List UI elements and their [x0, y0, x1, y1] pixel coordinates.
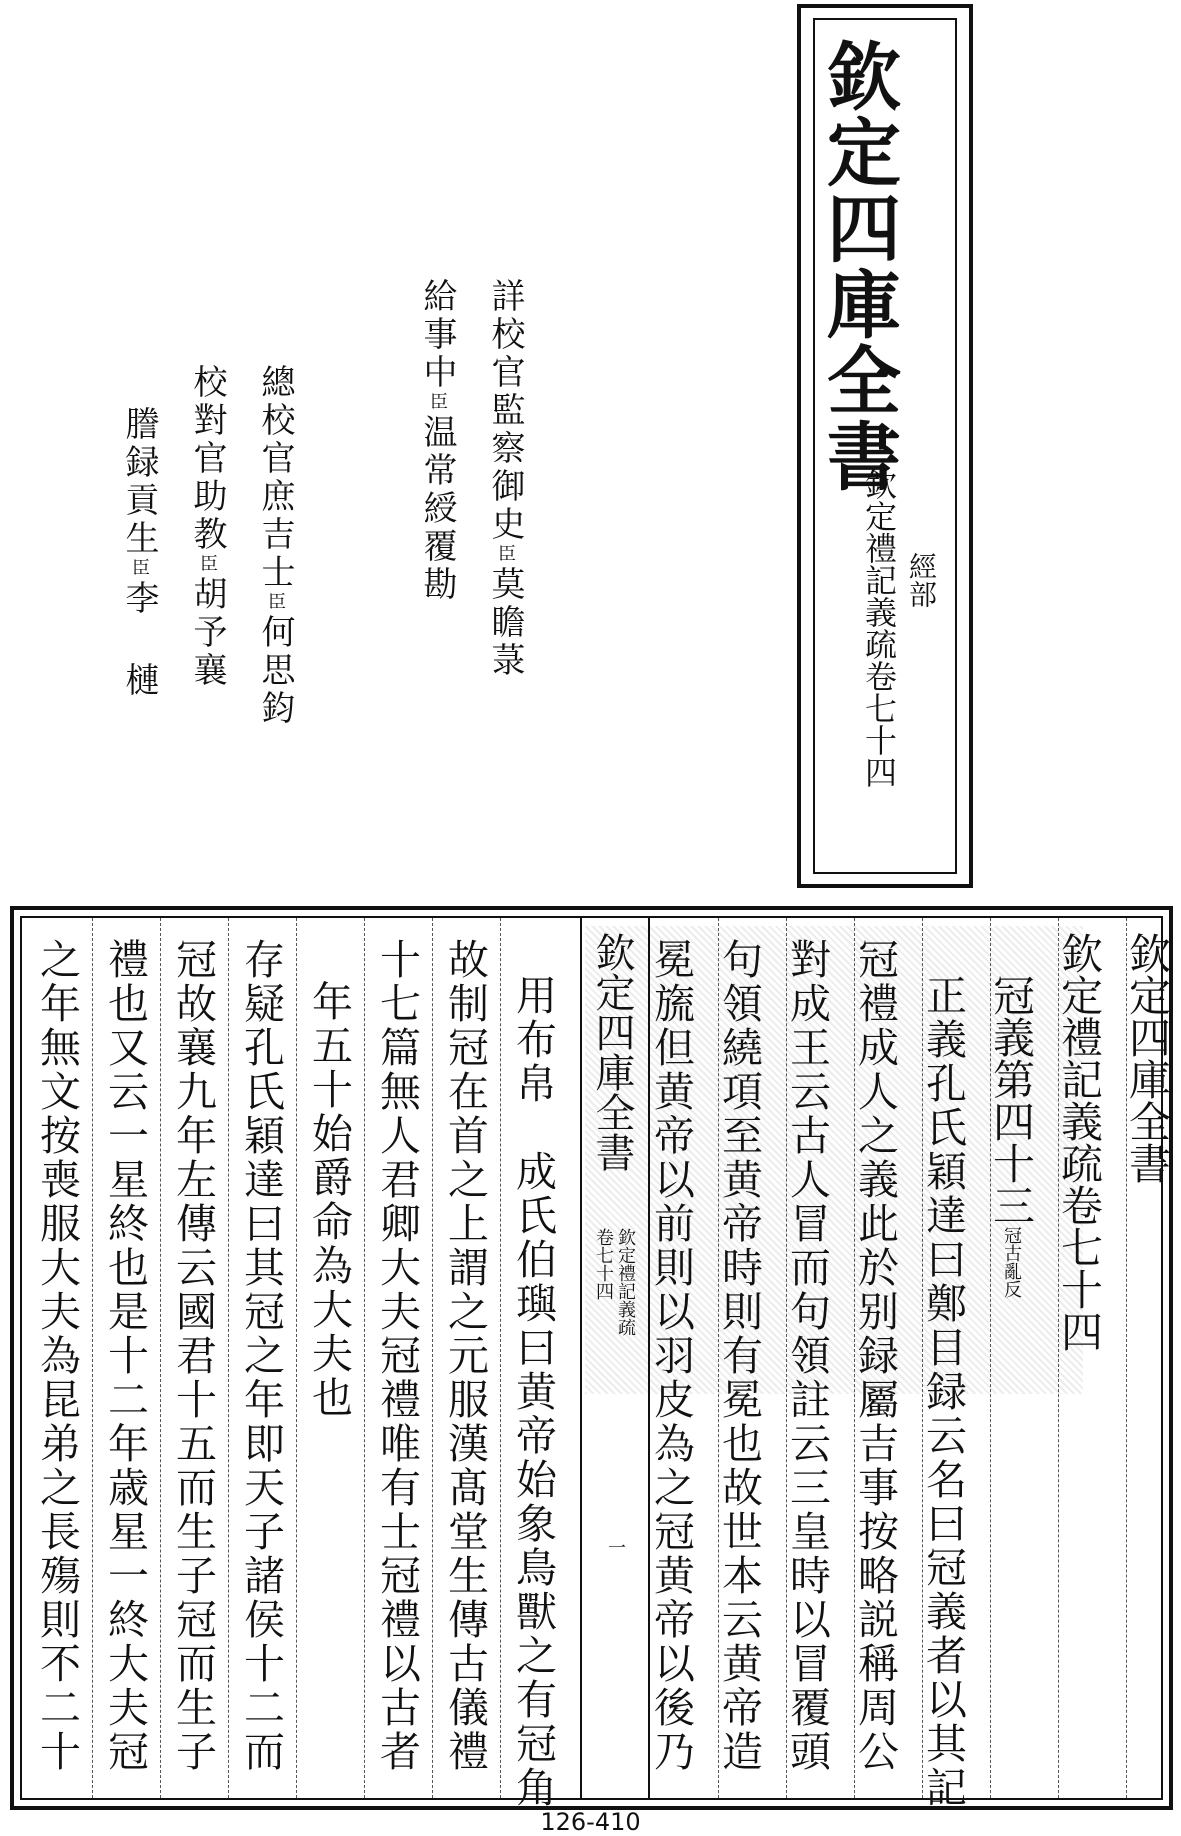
text-page [10, 906, 1173, 1810]
staff-title-mark: 臣 [129, 558, 150, 580]
text-column: 對成王云古人冒而句領註云三皇時以冒覆頭 [783, 938, 831, 1774]
text-column: 十七篇無人君卿大夫冠禮唯有士冠禮以古者 [373, 938, 421, 1774]
page-gutter [580, 918, 650, 1798]
text-column: 冠禮成人之義此於别録屬吉事按略説稱周公 [851, 938, 899, 1774]
chapter-name: 冠義第四十三 [987, 974, 1036, 1226]
staff-line-1 [485, 278, 525, 680]
text-column: 年五十始爵命為大夫也 [305, 980, 353, 1420]
gutter-subtitle: 欽定禮記義疏 [615, 1228, 636, 1336]
title-main: 欽定四庫全書 [815, 38, 901, 494]
chapter-title [987, 974, 1036, 1298]
text-column: 冠故襄九年左傳云國君十五而生子冠而生子 [169, 938, 217, 1774]
staff-name: 温常綬覆勘 [417, 414, 457, 604]
staff-title-mark: 臣 [427, 392, 448, 414]
gutter-page: 一 [605, 1538, 626, 1556]
staff-role: 謄録貢生 [119, 406, 159, 558]
text-column: 用布帛 成氏伯璵曰黄帝始象鳥獸之有冠角 [509, 974, 557, 1810]
staff-name: 李 槤 [119, 580, 159, 700]
staff-name: 何思鈞 [255, 614, 295, 728]
gutter-volume: 卷七十四 [593, 1228, 614, 1300]
staff-name: 莫瞻菉 [485, 566, 525, 680]
chapter-note: 冠古亂反 [1001, 1226, 1022, 1298]
text-column: 句領繞項至黄帝時則有冕也故世本云黄帝造 [715, 938, 763, 1774]
text-column: 冕旒但黄帝以前則以羽皮為之冠黄帝以後乃 [647, 938, 695, 1774]
book-title: 欽定禮記義疏卷七十四 [1055, 932, 1104, 1352]
text-column: 故制冠在首之上謂之元服漢髙堂生傳古儀禮 [441, 938, 489, 1774]
text-page-inner-frame [20, 916, 1172, 1810]
staff-title-mark: 臣 [265, 592, 286, 614]
staff-role: 詳校官監察御史 [485, 278, 525, 544]
title-section: 經部 [905, 552, 938, 608]
title-slip [797, 4, 973, 888]
text-column: 之年無文按喪服大夫為昆弟之長殤則不二十 [33, 938, 81, 1774]
text-column: 禮也又云一星終也是十二年歳星一終大夫冠 [101, 938, 149, 1774]
text-column: 存疑孔氏穎達曰其冠之年即天子諸侯十二而 [237, 938, 285, 1774]
staff-line-5 [119, 406, 159, 700]
page-header: 欽定四庫全書 [1123, 932, 1172, 1184]
text-column: 正義孔氏穎達曰鄭目録云名曰冠義者以其記 [919, 974, 967, 1810]
page-number: 126-410 [540, 1808, 641, 1836]
staff-role: 校對官助教 [187, 364, 227, 554]
staff-title-mark: 臣 [197, 554, 218, 576]
staff-line-3 [255, 364, 295, 728]
title-subtitle: 欽定禮記義疏卷七十四 [860, 468, 898, 788]
staff-name: 胡予襄 [187, 576, 227, 690]
gutter-title: 欽定四庫全書 [589, 932, 635, 1172]
staff-line-2 [417, 278, 457, 604]
staff-role: 給事中 [417, 278, 457, 392]
staff-title-mark: 臣 [495, 544, 516, 566]
staff-line-4 [187, 364, 227, 690]
staff-role: 總校官庶吉士 [255, 364, 295, 592]
title-slip-inner-frame [813, 18, 957, 874]
